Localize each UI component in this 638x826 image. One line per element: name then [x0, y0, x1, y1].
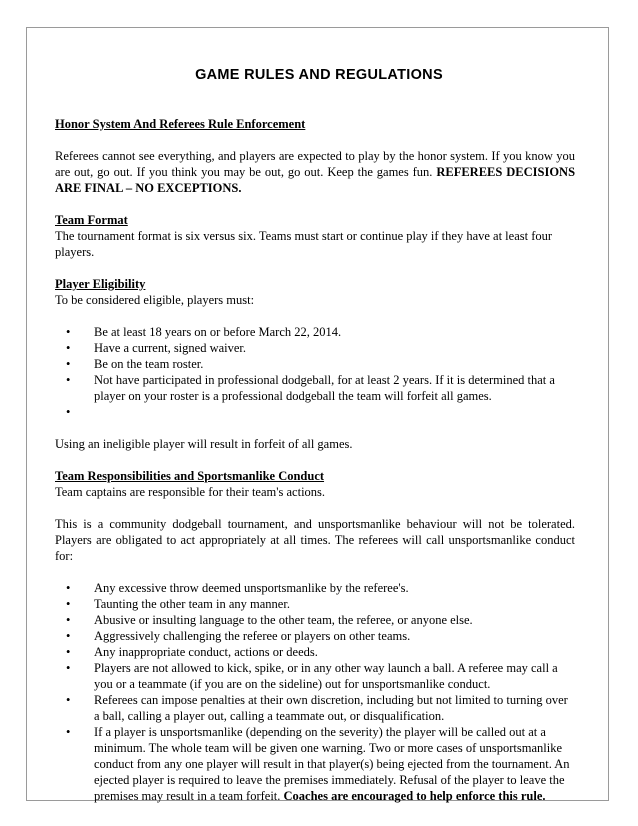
honor-heading: Honor System And Referees Rule Enforcement [55, 117, 306, 131]
format-heading: Team Format [55, 213, 128, 227]
document-body [55, 116, 575, 804]
eligibility-heading: Player Eligibility [55, 277, 146, 291]
honor-body-bold: REFEREES DECISIONS ARE FINAL – NO EXCEPTIONS. [55, 165, 576, 195]
responsibilities-intro: Team captains are responsible for their team's actions. [55, 485, 326, 499]
list-item: • Not have participated in professional dodgeball, for at least 2 years. If it is determined that a player on your roster is a professional dodgeball the team will forfeit all games. [55, 372, 575, 404]
list-item: • Any inappropriate conduct, actions or deeds. [55, 644, 575, 660]
list-item: • Abusive or insulting language to the other team, the referee, or anyone else. [55, 612, 575, 628]
list-item [55, 404, 575, 420]
list-item: • Referees can impose penalties at their own discretion, including but not limited to turning over a ball, calling a player out, calling a teammate out, or disqualification. [55, 692, 575, 724]
honor-paragraph [55, 148, 575, 196]
honor-body: Referees cannot see everything, and players are expected to play by the honor system. If you know you are out, go out. If you think you may be out, go out. Keep the games fun. [55, 149, 575, 179]
list-item [55, 724, 575, 804]
list-item: • Any excessive throw deemed unsportsmanlike by the referee's. [55, 580, 575, 596]
page-title: GAME RULES AND REGULATIONS [195, 67, 443, 83]
last-item-bold: Coaches are encouraged to help enforce this rule. [283, 789, 546, 803]
list-item: • Players are not allowed to kick, spike, or in any other way launch a ball. A referee may call a you or a teammate (if you are on the sideline) out for unsportsmanlike conduct. [55, 660, 575, 692]
eligibility-list [55, 324, 575, 420]
list-item: • Taunting the other team in any manner. [55, 596, 575, 612]
list-item: • Aggressively challenging the referee or players on other teams. [55, 628, 575, 644]
conduct-list [55, 580, 575, 804]
last-item-text: If a player is unsportsmanlike (depending on the severity) the player will be called out at a minimum. The whole team will be given one warning. Two or more cases of unsportsmanlike conduct from any one player will result in that player(s) being ejected from the tournament. An ejected player is required to leave the premises immediately. Refusal of the player to leave the premises may result in a team forfeit. [94, 725, 570, 803]
eligibility-note: Using an ineligible player will result in forfeit of all games. [55, 437, 353, 451]
format-body: The tournament format is six versus six. Teams must start or continue play if they have at least four players. [55, 229, 553, 259]
list-item: • Be on the team roster. [55, 356, 575, 372]
list-item: • Be at least 18 years on or before March 22, 2014. [55, 324, 575, 340]
responsibilities-heading: Team Responsibilities and Sportsmanlike Conduct [55, 469, 325, 483]
responsibilities-paragraph: This is a community dodgeball tournament, and unsportsmanlike behaviour will not be tolerated. Players are obligated to act appropriately at all times. The referees will call unsportsmanlike conduct for: [55, 517, 575, 563]
list-item: • Have a current, signed waiver. [55, 340, 575, 356]
eligibility-intro: To be considered eligible, players must: [55, 293, 255, 307]
